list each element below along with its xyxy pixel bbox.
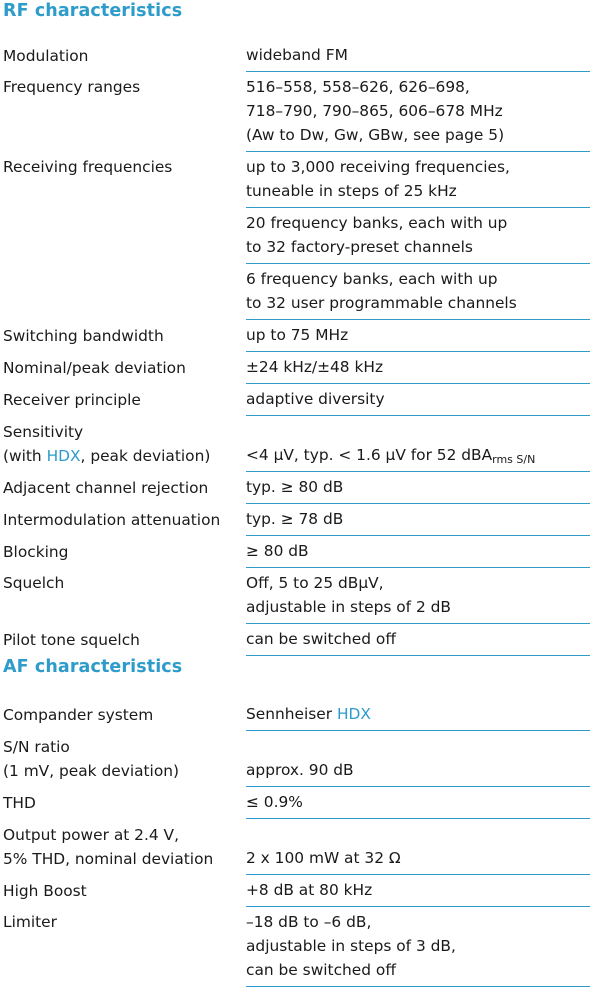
spec-row-adjacent-channel [0, 472, 590, 504]
spec-value-line: to 32 factory-preset channels [246, 238, 473, 256]
spec-value-line: –18 dB to –6 dB, [246, 913, 372, 931]
spec-value: +8 dB at 80 kHz [246, 875, 590, 907]
spec-value [246, 72, 590, 152]
spec-value-line [246, 443, 590, 467]
value-text: Sennheiser [246, 705, 337, 723]
spec-value [246, 416, 590, 472]
spec-label: Adjacent channel rejection [3, 479, 209, 497]
spec-value: typ. ≥ 78 dB [246, 504, 590, 536]
spec-value-line: up to 3,000 receiving frequencies, [246, 158, 510, 176]
spec-value [246, 568, 590, 624]
spec-value: up to 75 MHz [246, 320, 590, 352]
spec-label: Compander system [3, 706, 154, 724]
rf-section-title: RF characteristics [3, 1, 183, 21]
spec-value: ≥ 80 dB [246, 536, 590, 568]
spec-label [0, 819, 232, 875]
spec-value [246, 907, 590, 987]
spec-label: Nominal/peak deviation [3, 359, 186, 377]
spec-label: Intermodulation attenuation [3, 511, 221, 529]
spec-value-line: 6 frequency banks, each with up [246, 270, 498, 288]
spec-value [246, 699, 590, 731]
af-section-title: AF characteristics [3, 657, 183, 677]
spec-row-squelch [0, 568, 590, 624]
spec-row-modulation [0, 40, 590, 72]
spec-row-blocking [0, 536, 590, 568]
spec-label: Frequency ranges [3, 78, 141, 96]
spec-value-line: 516–558, 558–626, 626–698, [246, 78, 470, 96]
spec-value [246, 208, 590, 264]
spec-value-line: adjustable in steps of 2 dB [246, 598, 451, 616]
value-text: <4 µV, typ. < 1.6 µV for 52 dBA [246, 446, 493, 464]
spec-value-line: (Aw to Dw, Gw, GBw, see page 5) [246, 126, 505, 144]
spec-label [0, 416, 232, 472]
spec-label: Modulation [3, 47, 89, 65]
spec-value-line: 718–790, 790–865, 606–678 MHz [246, 102, 503, 120]
spec-value: wideband FM [246, 40, 590, 72]
rf-spec-table [0, 40, 590, 656]
spec-value-line: to 32 user programmable channels [246, 294, 517, 312]
spec-row-deviation [0, 352, 590, 384]
spec-label-line: Sensitivity [3, 423, 84, 441]
spec-value: can be switched off [246, 624, 590, 656]
spec-row-thd [0, 787, 590, 819]
spec-value: typ. ≥ 80 dB [246, 472, 590, 504]
spec-label: Limiter [3, 913, 57, 931]
spec-label-line: S/N ratio [3, 738, 70, 756]
spec-row-limiter [0, 907, 590, 987]
spec-row-sensitivity [0, 416, 590, 472]
spec-value [246, 152, 590, 208]
spec-label: Receiving frequencies [3, 158, 173, 176]
spec-label: Switching bandwidth [3, 327, 164, 345]
spec-value-line: tuneable in steps of 25 kHz [246, 182, 457, 200]
spec-row-switching-bandwidth [0, 320, 590, 352]
spec-row-receiving-frequencies [0, 152, 590, 320]
spec-value-line: can be switched off [246, 961, 396, 979]
spec-label: Pilot tone squelch [3, 631, 140, 649]
spec-label-line: 5% THD, nominal deviation [3, 850, 214, 868]
spec-value-line: approx. 90 dB [246, 761, 354, 779]
spec-label: Blocking [3, 543, 69, 561]
spec-row-sn-ratio [0, 731, 590, 787]
spec-label-line [3, 444, 232, 468]
spec-label-line: Output power at 2.4 V, [3, 826, 179, 844]
af-spec-table [0, 699, 590, 987]
spec-value [246, 264, 590, 320]
spec-value: ≤ 0.9% [246, 787, 590, 819]
value-subscript: rms S/N [492, 453, 536, 466]
spec-label: Receiver principle [3, 391, 141, 409]
spec-value-line: 20 frequency banks, each with up [246, 214, 508, 232]
spec-value-line: adjustable in steps of 3 dB, [246, 937, 456, 955]
spec-value [246, 819, 590, 875]
spec-row-intermodulation [0, 504, 590, 536]
spec-row-output-power [0, 819, 590, 875]
hdx-highlight: HDX [336, 705, 371, 723]
spec-label [0, 731, 232, 787]
spec-value: ±24 kHz/±48 kHz [246, 352, 590, 384]
spec-value-line: 2 x 100 mW at 32 Ω [246, 849, 401, 867]
spec-row-high-boost [0, 875, 590, 907]
spec-label: Squelch [3, 574, 65, 592]
spec-label: THD [3, 794, 36, 812]
spec-value-line: Off, 5 to 25 dBµV, [246, 574, 384, 592]
spec-row-pilot-tone [0, 624, 590, 656]
spec-label: High Boost [3, 882, 87, 900]
spec-value: adaptive diversity [246, 384, 590, 416]
label-text: (with [3, 447, 47, 465]
hdx-highlight: HDX [46, 447, 81, 465]
spec-row-compander [0, 699, 590, 731]
spec-label-line: (1 mV, peak deviation) [3, 762, 180, 780]
label-text: , peak deviation) [80, 447, 211, 465]
spec-row-frequency-ranges [0, 72, 590, 152]
spec-row-receiver-principle [0, 384, 590, 416]
spec-value [246, 731, 590, 787]
